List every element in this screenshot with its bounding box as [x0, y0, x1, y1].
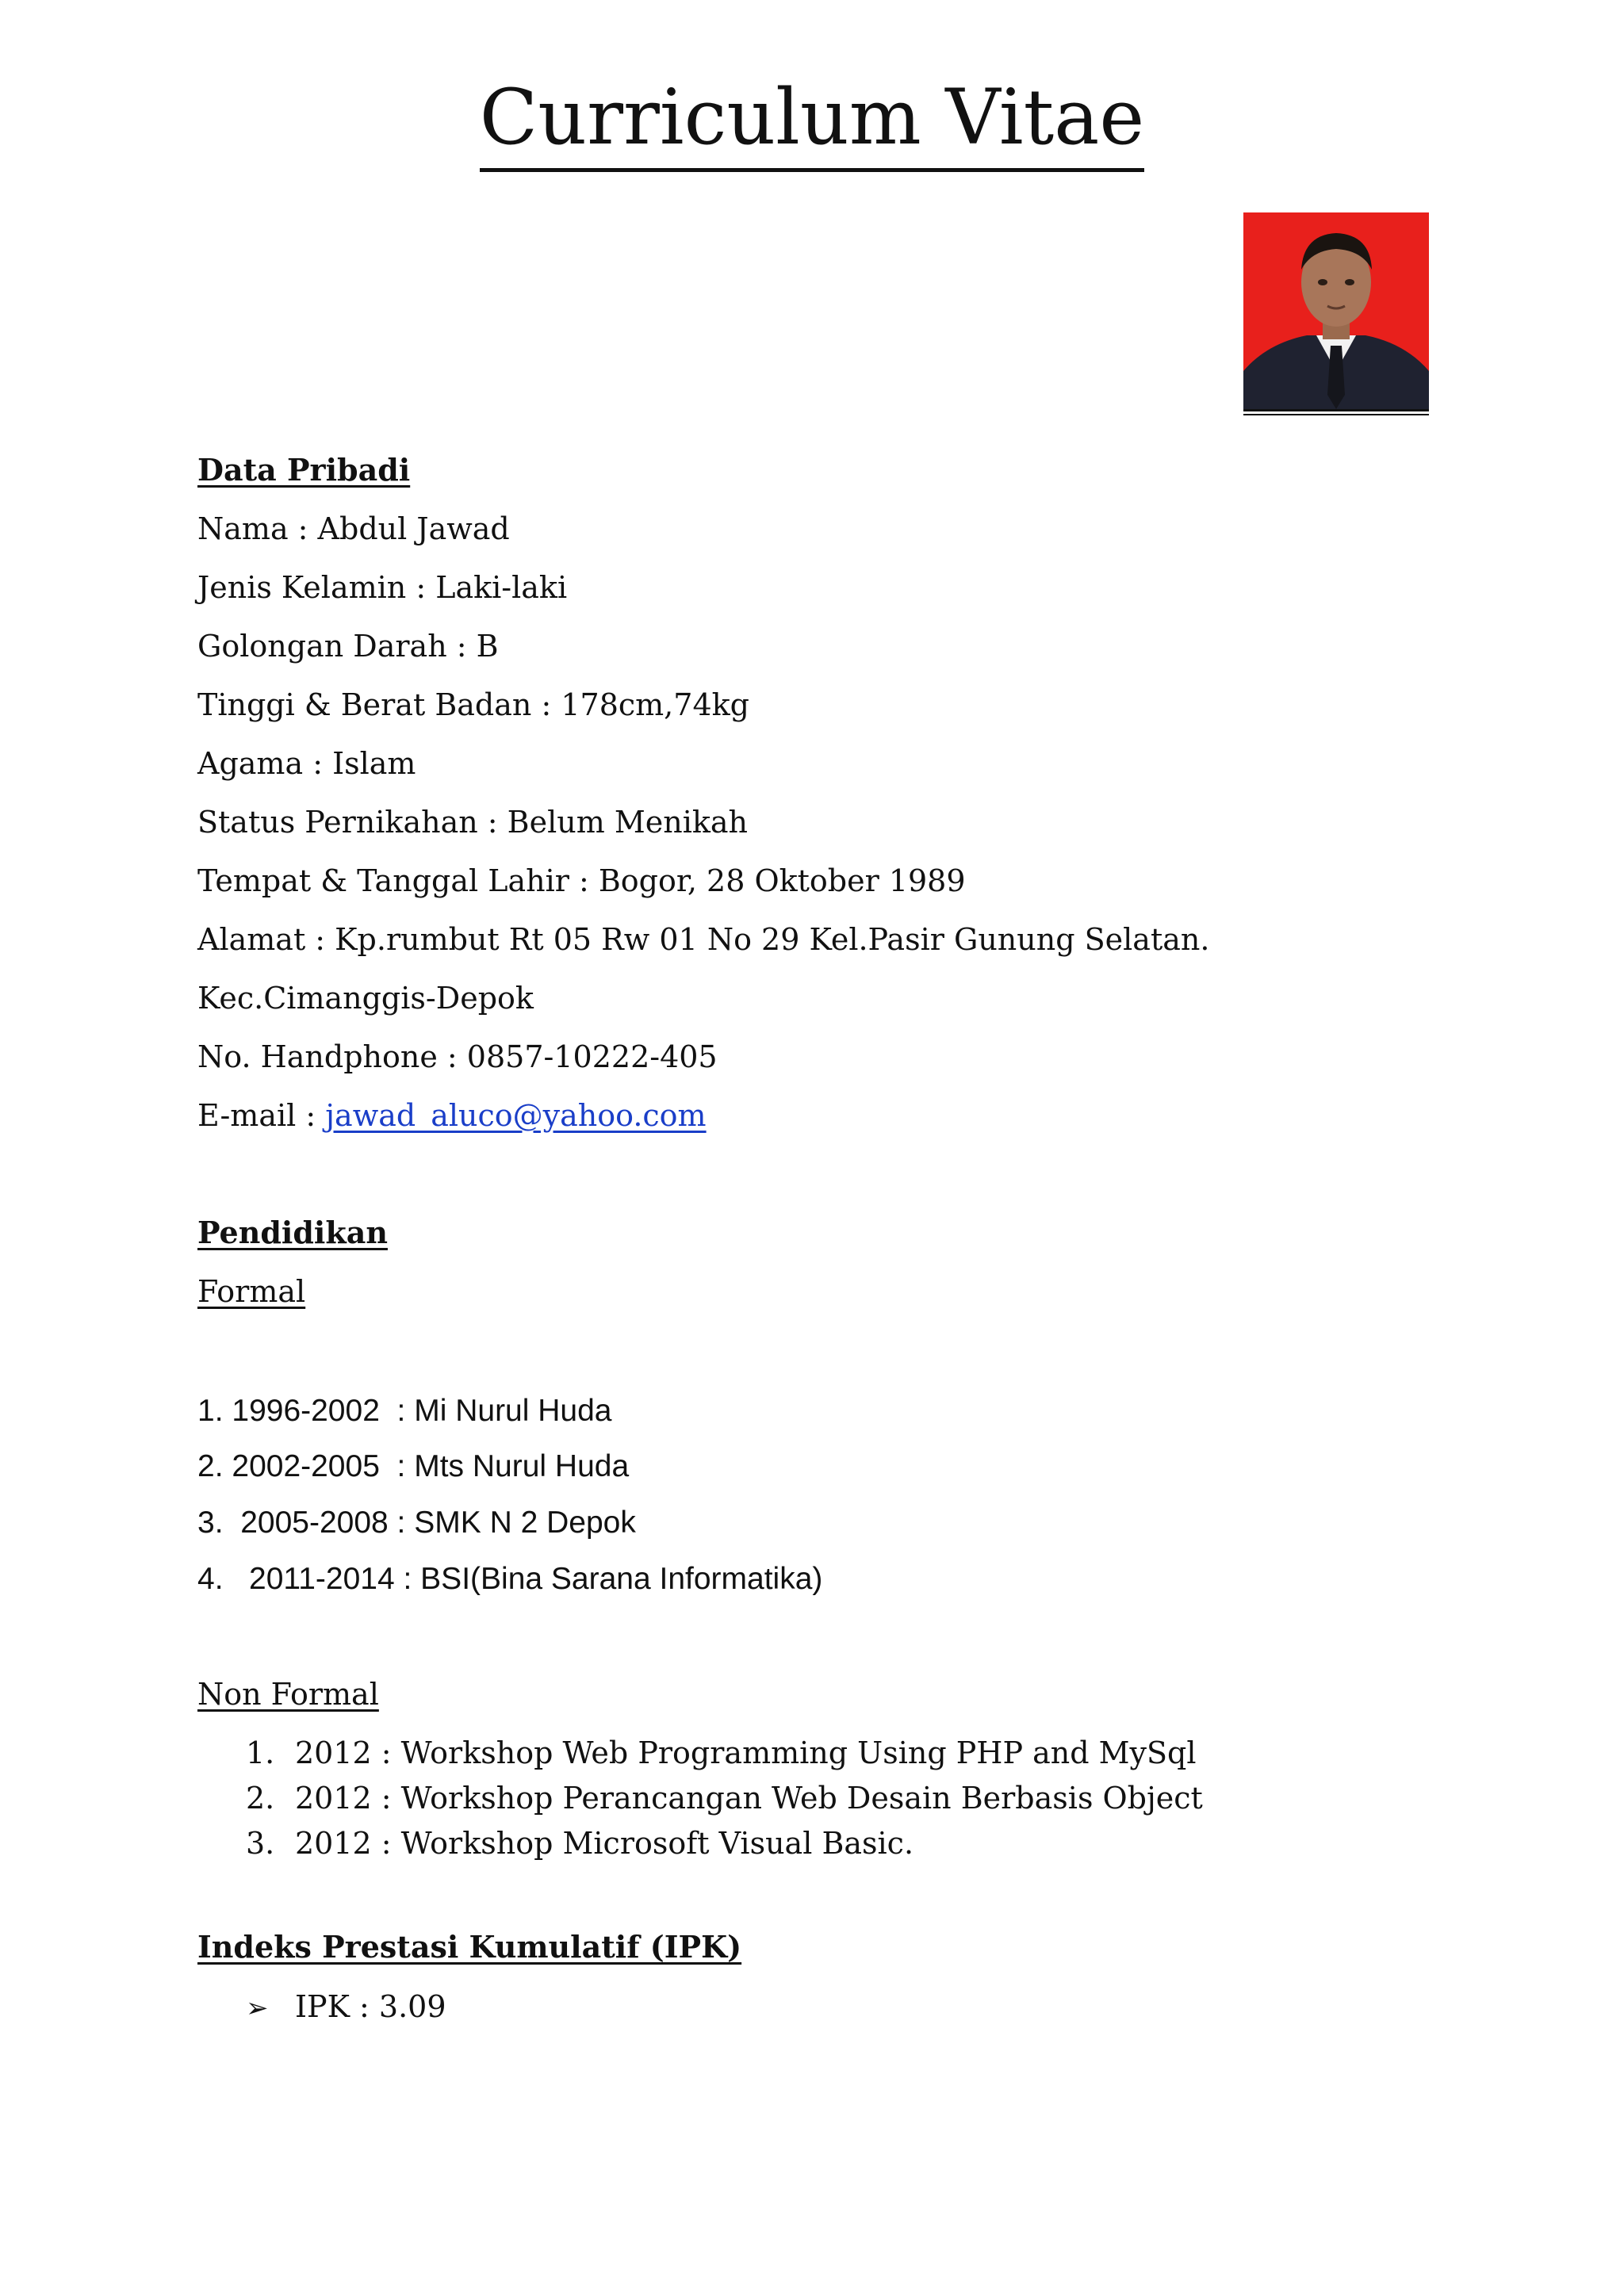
personal-address-cont: Kec.Cimanggis-Depok — [197, 981, 534, 1016]
personal-data-heading: Data Pribadi — [197, 452, 411, 488]
personal-marital-status: Status Pernikahan : Belum Menikah — [197, 805, 749, 840]
profile-photo — [1243, 212, 1429, 411]
personal-address: Alamat : Kp.rumbut Rt 05 Rw 01 No 29 Kel.Pasir Gunung Selatan. — [197, 922, 1210, 957]
education-heading: Pendidikan — [197, 1215, 388, 1250]
list-item: 2. 2002-2005 : Mts Nurul Huda — [197, 1449, 630, 1483]
list-item: 1. 1996-2002 : Mi Nurul Huda — [197, 1394, 612, 1428]
personal-gender: Jenis Kelamin : Laki-laki — [197, 570, 568, 605]
personal-email-line — [197, 1100, 707, 1131]
list-item: 2. 2012 : Workshop Perancangan Web Desain Berbasis Object — [246, 1781, 1203, 1816]
ipk-heading: Indeks Prestasi Kumulatif (IPK) — [197, 1929, 742, 1965]
personal-religion: Agama : Islam — [197, 746, 416, 781]
arrowhead-bullet-icon: ➢ — [246, 1992, 269, 2024]
page-title: Curriculum Vitae — [0, 79, 1624, 155]
personal-name: Nama : Abdul Jawad — [197, 511, 510, 546]
formal-heading: Formal — [197, 1274, 306, 1309]
list-item: 3. 2012 : Workshop Microsoft Visual Basic. — [246, 1826, 914, 1861]
list-item: 3. 2005-2008 : SMK N 2 Depok — [197, 1506, 636, 1540]
personal-birth: Tempat & Tanggal Lahir : Bogor, 28 Oktober 1989 — [197, 863, 966, 898]
nonformal-heading: Non Formal — [197, 1677, 379, 1712]
list-item: 1. 2012 : Workshop Web Programming Using PHP and MySql — [246, 1735, 1197, 1770]
email-link[interactable]: jawad_aluco@yahoo.com — [325, 1098, 707, 1133]
email-label: E-mail : — [197, 1098, 326, 1133]
photo-underline — [1243, 414, 1429, 415]
personal-phone: No. Handphone : 0857-10222-405 — [197, 1039, 718, 1074]
personal-blood-type: Golongan Darah : B — [197, 629, 499, 664]
personal-height-weight: Tinggi & Berat Badan : 178cm,74kg — [197, 687, 749, 722]
ipk-item: ➢ IPK : 3.09 — [246, 1989, 446, 2024]
list-item: 4. 2011-2014 : BSI(Bina Sarana Informatika) — [197, 1562, 823, 1596]
person-photo-icon — [1243, 212, 1429, 409]
